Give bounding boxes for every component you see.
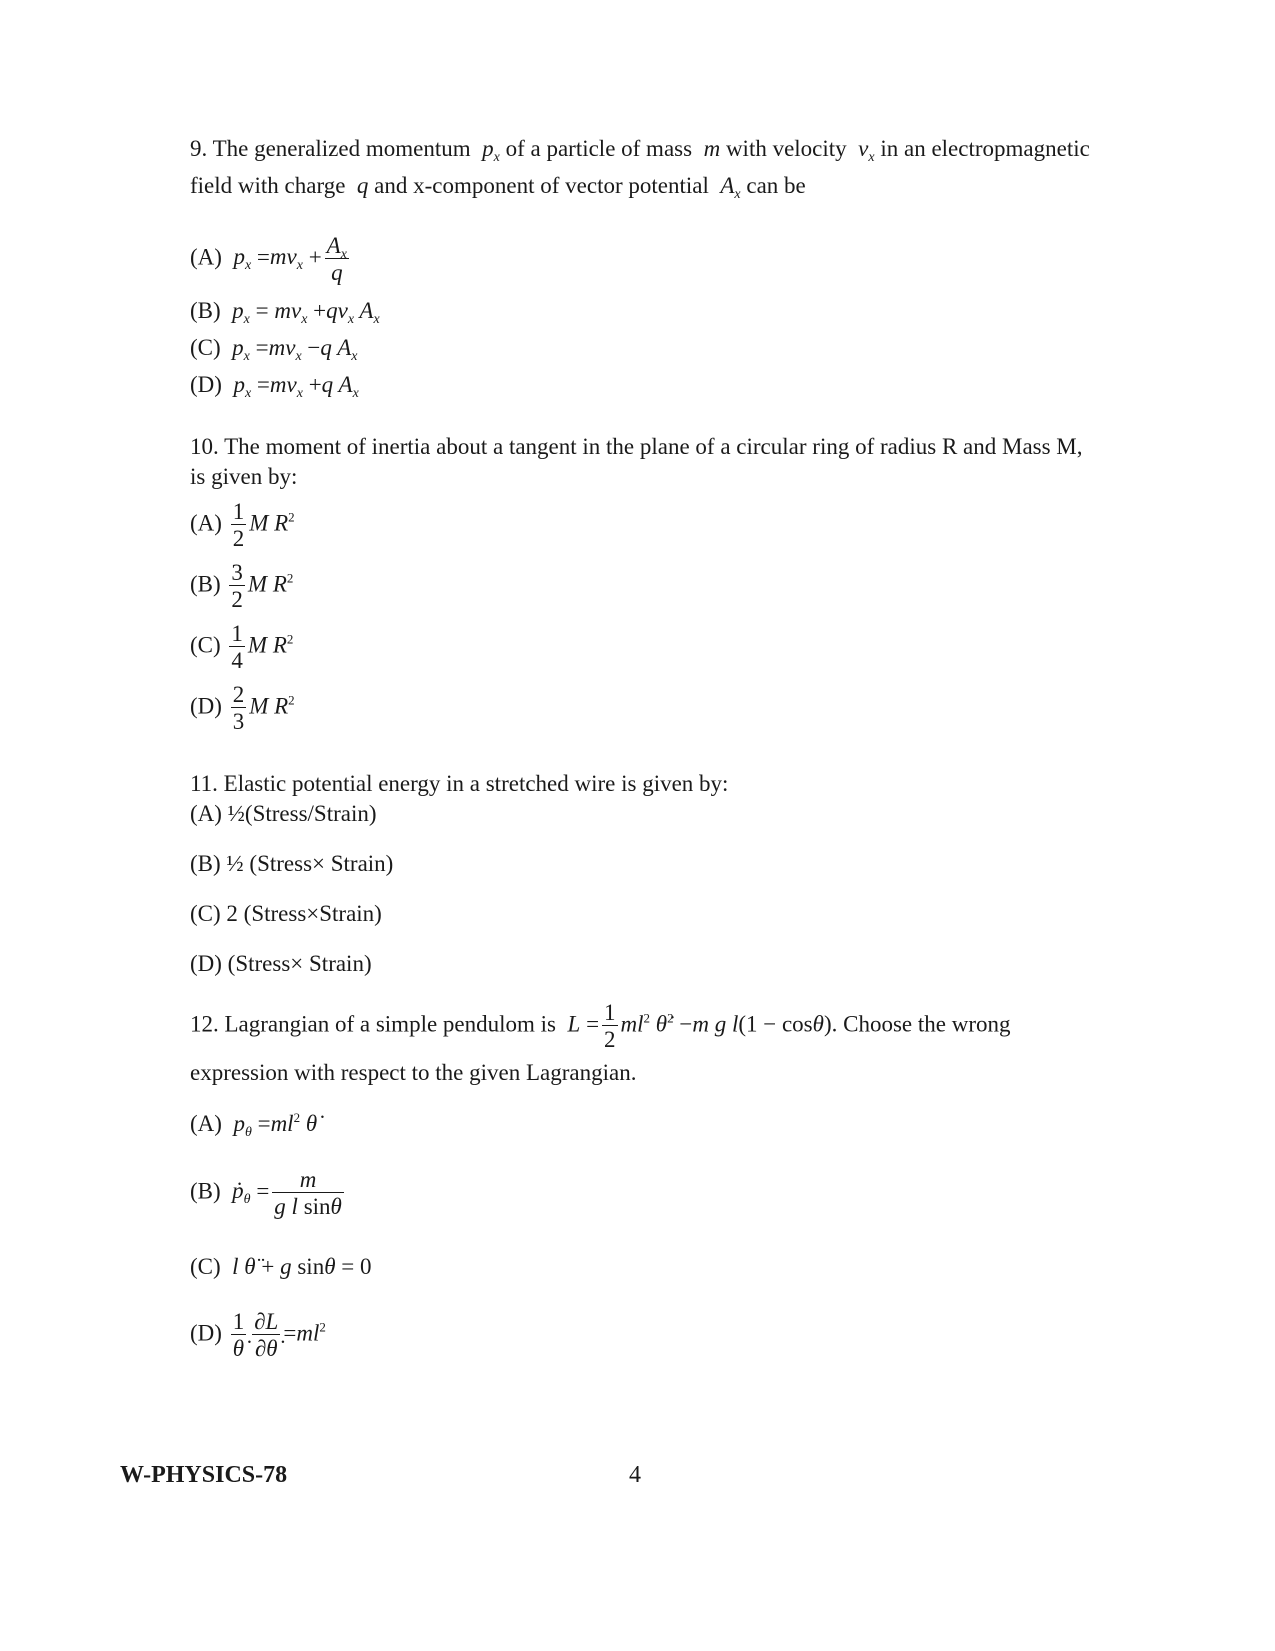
q12-line2: expression with respect to the given Lagrangian. <box>190 1060 637 1085</box>
q10-option-c: (C) $\frac{1}{4}$ M $R^2$ <box>190 621 294 673</box>
q9-option-a: (A) $p_x =mv_x$ + $\frac{A_x}{q}$ <box>190 233 347 285</box>
q11-option-b: (B) ½ (Stress× Strain) <box>190 851 394 876</box>
fraction: $\frac{1}{\thetȧ}$ <box>232 1309 245 1361</box>
fraction: $\frac{m}{\text{g l sinθ}}$ <box>274 1167 342 1219</box>
fraction: $\frac{3}{2}$ <box>231 560 243 612</box>
q12-option-a: (A) $p_\theta =ml^2$ θ̇ <box>190 1110 318 1140</box>
fraction: $\frac{1}{2}$ <box>232 499 245 551</box>
q12-option-d: (D) $\frac{1}{\thetȧ}$ $\frac{\partial L}{\partial\thetȧ}$ $=ml^2$ <box>190 1309 326 1361</box>
q10-line2: is given by: <box>190 464 298 489</box>
q11-option-c: (C) 2 (Stress×Strain) <box>190 901 382 926</box>
q11-option-d: (D) (Stress× Strain) <box>190 951 372 976</box>
q10-option-b: (B) $\frac{3}{2}$ M $R^2$ <box>190 560 294 612</box>
q9-number: 9. <box>190 136 208 161</box>
q11-number: 11. <box>190 771 218 796</box>
q12-option-c: (C) l θ̈ + g sinθ = 0 <box>190 1254 372 1279</box>
q11-option-a: (A) ½(Stress/Strain) <box>190 801 377 826</box>
q9-line2: field with charge q and x-component of vector potential $A_x$ can be <box>190 173 806 202</box>
q9-option-b: (B) $p_x = mv_x +qv_x$ $A_x$ <box>190 298 380 327</box>
q9-option-c: (C) $p_x =mv_x -q$ $A_x$ <box>190 335 358 364</box>
q12-option-b: (B) ṗ$_\theta$ = $\frac{m}{\text{g l sinθ}}$ <box>190 1167 342 1219</box>
fraction: $\frac{A_x}{q}$ <box>326 233 347 285</box>
q10-line1: 10. The moment of inertia about a tangent in the plane of a circular ring of radius R and Mass M, <box>190 434 1083 459</box>
q9-line1: 9. The generalized momentum $p_x$ of a particle of mass m with velocity $v_x$ in an electropmagnetic <box>190 136 1090 165</box>
q11-line1: 11. Elastic potential energy in a stretched wire is given by: <box>190 771 729 796</box>
fraction: $\frac{1}{2}$ <box>604 1000 616 1052</box>
footer-exam-code: W-PHYSICS-78 <box>120 1462 288 1488</box>
q10-option-a: (A) $\frac{1}{2}$ M $R^2$ <box>190 499 295 551</box>
q10-option-d: (D) $\frac{2}{3}$ M $R^2$ <box>190 682 295 734</box>
q12-line1: 12. Lagrangian of a simple pendulom is L = $\frac{1}{2}$ $ml^2$ θ̇$^2$ −m g l(1 − cosθ). Choose the wrong <box>190 1000 1011 1052</box>
q9-option-d: (D) $p_x =mv_x +q$ $A_x$ <box>190 372 359 401</box>
fraction: $\frac{\partial L}{\partial\thetȧ}$ <box>254 1309 279 1361</box>
page-number: 4 <box>629 1462 641 1488</box>
fraction: $\frac{2}{3}$ <box>232 682 245 734</box>
q10-number: 10. <box>190 434 219 459</box>
fraction: $\frac{1}{4}$ <box>231 621 243 673</box>
q12-number: 12. <box>190 1011 219 1037</box>
